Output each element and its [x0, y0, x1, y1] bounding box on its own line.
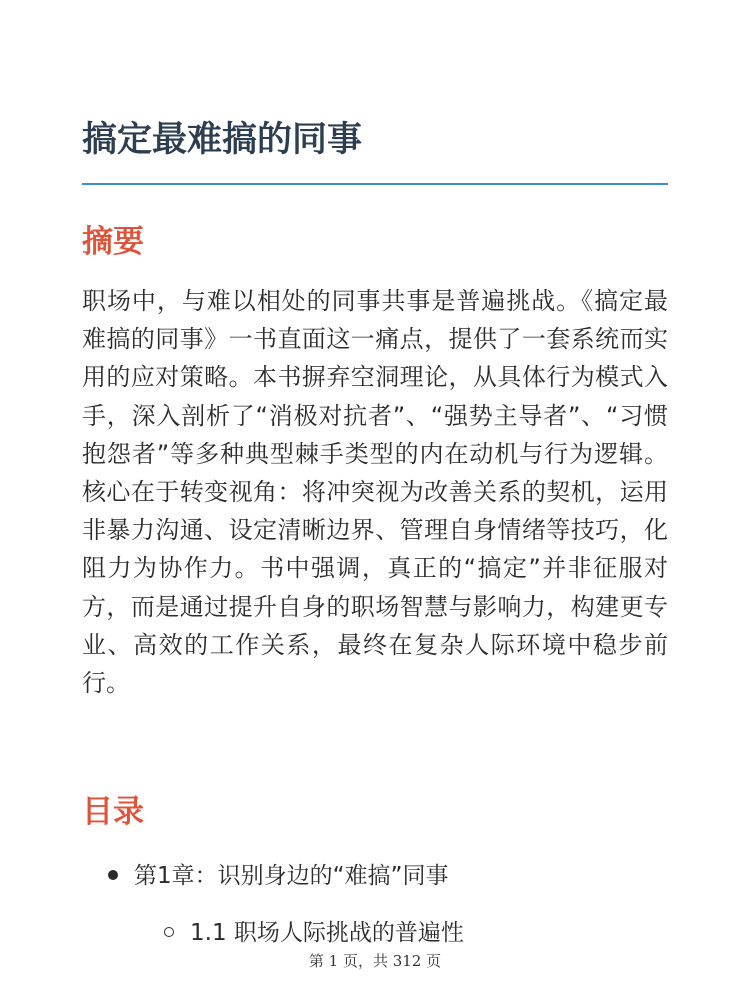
- abstract-heading: 摘要: [82, 224, 144, 260]
- document-title: 搞定最难搞的同事: [82, 120, 363, 160]
- title-divider: [82, 183, 668, 185]
- bullet-circle-icon: [164, 927, 174, 937]
- toc-section-1-1-label: 1.1 职场人际挑战的普遍性: [190, 920, 464, 946]
- toc-chapter-1-label: 第1章：识别身边的“难搞”同事: [134, 863, 449, 889]
- toc-section-1-1[interactable]: [164, 917, 464, 949]
- toc-chapter-1[interactable]: [108, 860, 448, 892]
- toc-heading: 目录: [82, 794, 144, 830]
- page-footer: 第 1 页，共 312 页: [308, 952, 442, 970]
- abstract-paragraph: 职场中，与难以相处的同事共事是普遍挑战。《搞定最难搞的同事》一书直面这一痛点，提供了一套系统而实用的应对策略。本书摒弃空洞理论，从具体行为模式入手，深入剖析了“消极对抗者”、“强势主导者”、“习惯抱怨者”等多种典型棘手类型的内在动机与行为逻辑。核心在于转变视角：将冲突视为改善关系的契机，运用非暴力沟通、设定清晰边界、管理自身情绪等技巧，化阻力为协作力。书中强调，真正的“搞定”并非征服对方，而是通过提升自身的职场智慧与影响力，构建更专业、高效的工作关系，最终在复杂人际环境中稳步前行。: [82, 287, 668, 698]
- bullet-disc-icon: [108, 870, 118, 880]
